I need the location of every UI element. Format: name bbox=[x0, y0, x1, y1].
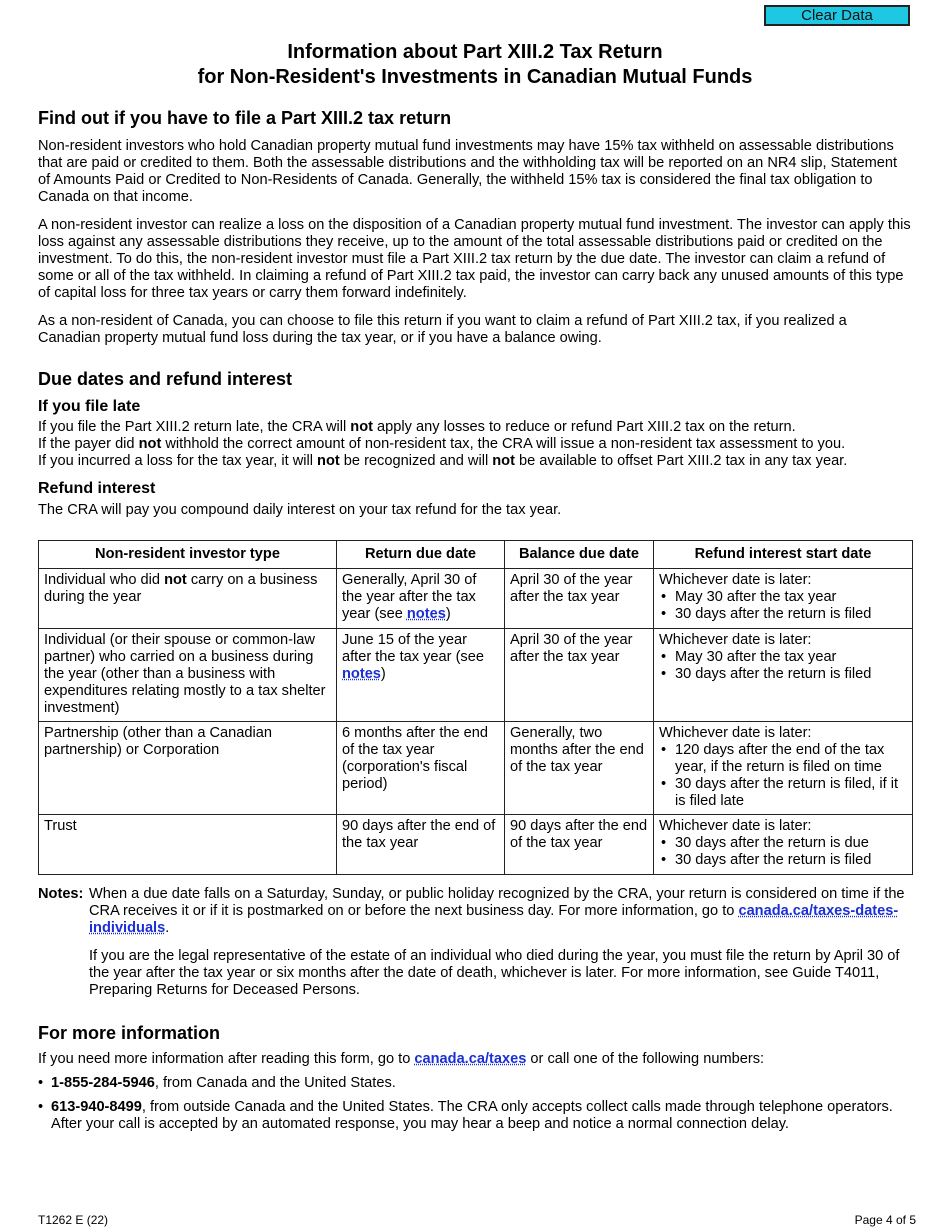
balance-due-cell: 90 days after the end of the tax year bbox=[505, 815, 654, 875]
text: Generally, April 30 of the year after the tax year (see bbox=[342, 572, 477, 622]
page-number: Page 4 of 5 bbox=[854, 1213, 916, 1227]
file-late-line-2 bbox=[38, 436, 913, 453]
title-line-2: for Non-Resident's Investments in Canadian Mutual Funds bbox=[197, 66, 753, 88]
text: If you incurred a loss for the tax year, it will bbox=[38, 453, 318, 469]
return-due-cell bbox=[337, 569, 505, 629]
title-line-1: Information about Part XIII.2 Tax Return bbox=[287, 41, 663, 63]
return-due-cell bbox=[337, 629, 505, 722]
page-title bbox=[0, 40, 950, 90]
investor-type-cell: Trust bbox=[39, 815, 337, 875]
refund-start-cell bbox=[654, 629, 913, 722]
text: , from outside Canada and the United States. The CRA only accepts collect calls made through telephone operators. After your call is accepted by an automated response, you may hear a beep and notice a normal connection delay. bbox=[51, 1099, 893, 1132]
note-1 bbox=[89, 886, 918, 937]
notes-section bbox=[38, 886, 918, 999]
notes-label: Notes: bbox=[38, 886, 84, 902]
find-out-paragraph-3: As a non-resident of Canada, you can choose to file this return if you want to claim a refund of Part XIII.2 tax, if you realized a Canadian property mutual fund loss during the tax year, or if you have a balance owing. bbox=[38, 313, 847, 346]
due-dates-heading: Due dates and refund interest bbox=[38, 369, 293, 389]
investor-type-cell bbox=[39, 569, 337, 629]
table-row bbox=[39, 815, 913, 875]
form-id: T1262 E (22) bbox=[38, 1213, 109, 1227]
list-item: • 30 days after the return is filed bbox=[659, 606, 907, 623]
list-item: • 120 days after the end of the tax year, if the return is filed on time bbox=[659, 742, 907, 776]
canada-taxes-link[interactable]: canada.ca/taxes bbox=[414, 1051, 527, 1067]
refund-list bbox=[659, 649, 907, 683]
more-info-heading: For more information bbox=[38, 1023, 221, 1043]
text: be available to offset Part XIII.2 tax in any tax year. bbox=[514, 453, 848, 469]
main-content bbox=[38, 106, 913, 519]
refund-start-cell bbox=[654, 815, 913, 875]
refund-intro: Whichever date is later: bbox=[659, 632, 812, 648]
text: . bbox=[165, 920, 170, 936]
return-due-cell: 6 months after the end of the tax year (corporation's fiscal period) bbox=[337, 722, 505, 815]
emphasis: not bbox=[164, 572, 187, 588]
text: , from Canada and the United States. bbox=[154, 1075, 396, 1091]
refund-list bbox=[659, 742, 907, 810]
refund-intro: Whichever date is later: bbox=[659, 572, 812, 588]
refund-interest-text: The CRA will pay you compound daily interest on your tax refund for the tax year. bbox=[38, 502, 562, 518]
file-late-heading: If you file late bbox=[38, 398, 141, 415]
text: withhold the correct amount of non-resident tax, the CRA will issue a non-resident tax assessment to you. bbox=[161, 436, 846, 452]
phone-number: 613-940-8499 bbox=[51, 1099, 142, 1115]
list-item: • May 30 after the tax year bbox=[659, 589, 907, 606]
find-out-paragraph-2: A non-resident investor can realize a loss on the disposition of a Canadian property mutual fund investment. The investor can apply this loss against any assessable distributions they receive, up to the amount of the total assessable distributions paid or credited on the investment. To do this, the non-resident investor must file a Part XIII.2 tax return by the due date. The investor can claim a refund of some or all of the tax withheld. In claiming a refund of Part XIII.2 tax paid, the investor can carry back any unused amounts of this type of capital loss for three tax years or carry them forward indefinitely. bbox=[38, 217, 911, 301]
file-late-line-3 bbox=[38, 453, 913, 470]
notes-link[interactable]: notes bbox=[342, 666, 381, 682]
emphasis: not bbox=[492, 453, 515, 469]
more-info-section bbox=[38, 1021, 918, 1133]
list-item: • 30 days after the return is due bbox=[659, 835, 907, 852]
balance-due-cell: April 30 of the year after the tax year bbox=[505, 569, 654, 629]
text: ) bbox=[445, 606, 451, 622]
table-header-row bbox=[39, 541, 913, 569]
table-row bbox=[39, 569, 913, 629]
balance-due-cell: Generally, two months after the end of the tax year bbox=[505, 722, 654, 815]
list-item: • 30 days after the return is filed bbox=[659, 852, 907, 869]
find-out-heading: Find out if you have to file a Part XIII.2 tax return bbox=[38, 108, 452, 128]
investor-type-cell: Partnership (other than a Canadian partnership) or Corporation bbox=[39, 722, 337, 815]
phone-item bbox=[38, 1099, 918, 1133]
taxes-dates-link[interactable]: canada.ca/taxes-dates-individuals bbox=[89, 903, 899, 936]
column-header: Return due date bbox=[337, 541, 505, 569]
text: carry on a business during the year bbox=[44, 572, 318, 605]
refund-list bbox=[659, 589, 907, 623]
file-late-line-1 bbox=[38, 419, 913, 436]
text: If the payer did bbox=[38, 436, 139, 452]
phone-item bbox=[38, 1075, 918, 1092]
due-dates-table bbox=[38, 540, 913, 875]
emphasis: not bbox=[317, 453, 340, 469]
column-header: Balance due date bbox=[505, 541, 654, 569]
phone-number: 1-855-284-5946 bbox=[51, 1075, 155, 1091]
text: ) bbox=[380, 666, 386, 682]
refund-start-cell bbox=[654, 722, 913, 815]
emphasis: not bbox=[350, 419, 373, 435]
list-item: • 30 days after the return is filed bbox=[659, 666, 907, 683]
list-item: • May 30 after the tax year bbox=[659, 649, 907, 666]
refund-list bbox=[659, 835, 907, 869]
emphasis: not bbox=[138, 436, 162, 452]
table-row bbox=[39, 629, 913, 722]
text: be recognized and will bbox=[339, 453, 493, 469]
clear-data-button[interactable]: Clear Data bbox=[764, 5, 910, 26]
text: When a due date falls on a Saturday, Sunday, or public holiday recognized by the CRA, your return is considered on time if the CRA receives it or if it is postmarked on or before the next business day. For more information, go to bbox=[89, 886, 905, 919]
phone-list bbox=[38, 1075, 918, 1133]
refund-intro: Whichever date is later: bbox=[659, 725, 812, 741]
text: or call one of the following numbers: bbox=[526, 1051, 765, 1067]
balance-due-cell: April 30 of the year after the tax year bbox=[505, 629, 654, 722]
text: Individual who did bbox=[44, 572, 165, 588]
column-header: Refund interest start date bbox=[654, 541, 913, 569]
notes-body bbox=[89, 886, 918, 999]
refund-interest-heading: Refund interest bbox=[38, 480, 156, 497]
list-item: • 30 days after the return is filed, if it is filed late bbox=[659, 776, 907, 810]
text: If you file the Part XIII.2 return late, the CRA will bbox=[38, 419, 351, 435]
investor-type-cell: Individual (or their spouse or common-law partner) who carried on a business during the year (other than a business with expenditures relating mostly to a tax shelter investment) bbox=[39, 629, 337, 722]
find-out-paragraph-1: Non-resident investors who hold Canadian property mutual fund investments may have 15% tax withheld on assessable distributions that are paid or credited to them. Both the assessable distributions and the withholding tax will be reported on an NR4 slip, Statement of Amounts Paid or Credited to Non-Residents of Canada. Generally, the withheld 15% tax is considered the final tax obligation to Canada on that income. bbox=[38, 138, 898, 205]
refund-intro: Whichever date is later: bbox=[659, 818, 812, 834]
return-due-cell: 90 days after the end of the tax year bbox=[337, 815, 505, 875]
note-2: If you are the legal representative of the estate of an individual who died during the year, you must file the return by April 30 of the year after the tax year or six months after the date of death, whichever is later. For more information, see Guide T4011, Preparing Returns for Deceased Persons. bbox=[89, 948, 900, 998]
notes-link[interactable]: notes bbox=[406, 606, 446, 622]
column-header: Non-resident investor type bbox=[39, 541, 337, 569]
text: June 15 of the year after the tax year (see bbox=[342, 632, 484, 665]
refund-start-cell bbox=[654, 569, 913, 629]
text: If you need more information after reading this form, go to bbox=[38, 1051, 415, 1067]
table-row bbox=[39, 722, 913, 815]
more-info-intro bbox=[38, 1051, 918, 1068]
text: apply any losses to reduce or refund Part XIII.2 tax on the return. bbox=[373, 419, 796, 435]
